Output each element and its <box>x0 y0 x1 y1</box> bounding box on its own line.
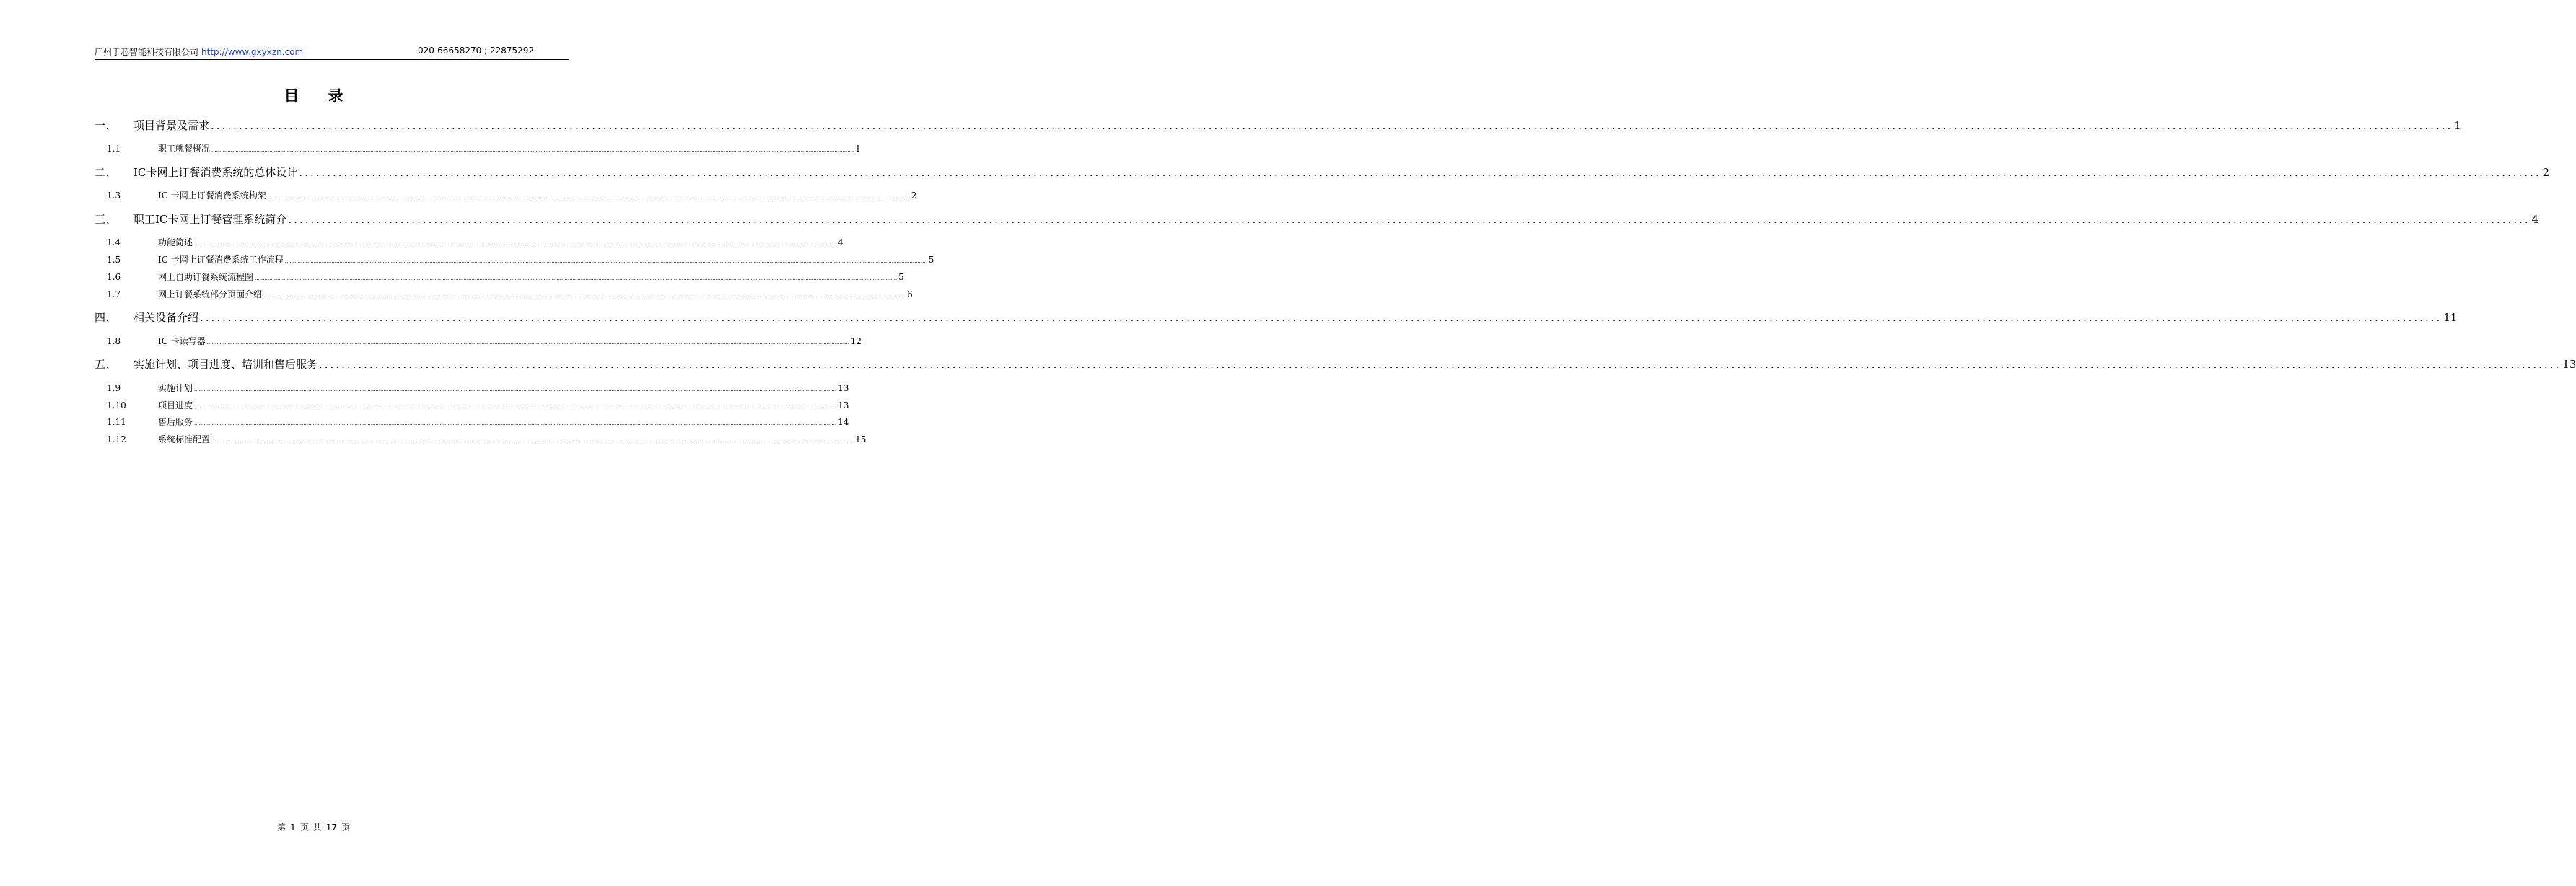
toc-entry-number: 1.4 <box>107 237 121 247</box>
toc-entry-title: 项目进度 <box>158 400 193 411</box>
toc-entry[interactable] <box>107 142 861 155</box>
toc-entry-page: 4 <box>2531 213 2539 226</box>
toc-entry[interactable] <box>95 310 2458 325</box>
toc-dot-leader: ................................................................................................................................................................................................................................................................................................................................................................................................................ <box>263 293 906 299</box>
toc-entry[interactable] <box>107 189 917 202</box>
toc-entry[interactable] <box>107 236 844 249</box>
toc-dot-leader: ................................................................................................................................................................................................................................................................................................................................................................................................................ <box>206 340 849 346</box>
toc-entry[interactable] <box>107 288 913 301</box>
footer-gong: 共 <box>312 823 322 833</box>
toc-entry-title: 职工IC卡网上订餐管理系统简介 <box>133 213 287 226</box>
toc-entry-page: 13 <box>838 383 849 393</box>
toc-entry[interactable] <box>107 382 849 395</box>
toc-dot-leader: ................................................................................................................................................................................................................................................................................................................................................................................................................ <box>267 194 910 200</box>
toc-entry[interactable] <box>95 356 2576 372</box>
footer-page-number: 1 <box>290 823 296 833</box>
toc-dot-leader: ................................................................................................................................................................................................................................................................................................................................................................................................................ <box>200 311 2443 324</box>
toc-entry-number: 四、 <box>95 311 117 324</box>
toc-entry-title: 功能简述 <box>158 237 193 247</box>
toc-entry-title: 实施计划、项目进度、培训和售后服务 <box>133 358 318 371</box>
toc-dot-leader: ................................................................................................................................................................................................................................................................................................................................................................................................................ <box>194 404 837 410</box>
toc-entry-page: 4 <box>838 237 844 247</box>
toc-dot-leader: ................................................................................................................................................................................................................................................................................................................................................................................................................ <box>255 276 898 281</box>
toc-entry-page: 5 <box>898 272 904 282</box>
toc-dot-leader: ................................................................................................................................................................................................................................................................................................................................................................................................................ <box>284 258 927 264</box>
toc-entry-number: 1.11 <box>107 417 126 427</box>
toc-entry-number: 1.6 <box>107 272 121 282</box>
toc-entry-page: 2 <box>2542 166 2550 179</box>
page-header <box>95 45 569 60</box>
footer-total-pages: 17 <box>325 823 337 833</box>
toc-entry-page: 15 <box>855 434 867 444</box>
toc-entry-number: 一、 <box>95 119 117 132</box>
toc-dot-leader: ................................................................................................................................................................................................................................................................................................................................................................................................................ <box>211 438 854 444</box>
toc-dot-leader: ................................................................................................................................................................................................................................................................................................................................................................................................................ <box>288 213 2531 226</box>
toc-entry-number: 1.8 <box>107 336 121 346</box>
header-company <box>95 45 303 58</box>
toc-entry-page: 13 <box>2562 358 2576 371</box>
toc-entry-page: 12 <box>850 336 862 346</box>
toc-entry-title: 项目背景及需求 <box>133 119 210 132</box>
toc-entry-title: IC 卡网上订餐消费系统工作流程 <box>158 255 284 265</box>
toc-entry-number: 1.3 <box>107 190 121 201</box>
toc-entry[interactable] <box>107 335 862 348</box>
toc-entry-title: IC 卡网上订餐消费系统构架 <box>158 190 266 201</box>
toc-title-char-2: 录 <box>328 87 343 105</box>
toc-dot-leader: ................................................................................................................................................................................................................................................................................................................................................................................................................ <box>194 387 837 392</box>
toc-entry[interactable] <box>95 211 2539 227</box>
toc-entry-title: 系统标准配置 <box>158 434 211 444</box>
header-phone: 020-66658270 ; 22875292 <box>417 45 534 56</box>
toc-entry-number: 五、 <box>95 358 117 371</box>
toc-entry-title: IC卡网上订餐消费系统的总体设计 <box>133 166 298 179</box>
toc-dot-leader: ................................................................................................................................................................................................................................................................................................................................................................................................................ <box>211 119 2453 132</box>
company-url-link[interactable]: http://www.gxyxzn.com <box>201 47 304 57</box>
toc-entry-page: 6 <box>907 289 913 299</box>
toc-dot-leader: ................................................................................................................................................................................................................................................................................................................................................................................................................ <box>319 358 2562 371</box>
toc-entry-page: 5 <box>928 255 934 265</box>
page-footer <box>0 821 627 833</box>
toc-dot-leader: ................................................................................................................................................................................................................................................................................................................................................................................................................ <box>194 421 837 426</box>
toc-dot-leader: ................................................................................................................................................................................................................................................................................................................................................................................................................ <box>194 241 837 247</box>
toc-entry-title: 职工就餐概况 <box>158 144 211 154</box>
toc-entry[interactable] <box>107 399 849 412</box>
toc-entry-page: 11 <box>2443 311 2458 324</box>
toc-title <box>0 84 627 106</box>
toc-entry-number: 1.7 <box>107 289 121 299</box>
toc-title-char-1: 目 <box>284 87 299 105</box>
toc-entry-page: 1 <box>2454 119 2461 132</box>
toc-entry-page: 13 <box>838 400 849 411</box>
toc-entry[interactable] <box>107 271 904 284</box>
toc-entry-title: 售后服务 <box>158 417 193 427</box>
toc-entry[interactable] <box>95 118 2461 133</box>
toc-entry-page: 1 <box>855 144 861 154</box>
toc-entry-number: 三、 <box>95 213 117 226</box>
toc-dot-leader: ................................................................................................................................................................................................................................................................................................................................................................................................................ <box>211 147 854 153</box>
toc-entry-title: 网上订餐系统部分页面介绍 <box>158 289 263 299</box>
toc-entry[interactable] <box>107 416 849 429</box>
toc-entry-page: 2 <box>911 190 917 201</box>
toc-entry-number: 1.10 <box>107 400 126 411</box>
toc-entry[interactable] <box>95 165 2550 180</box>
footer-di: 第 <box>277 823 286 833</box>
toc-entry-number: 1.9 <box>107 383 121 393</box>
toc-entry[interactable] <box>107 253 934 266</box>
toc-entry-title: 相关设备介绍 <box>133 311 199 324</box>
toc-entry-title: 网上自助订餐系统流程图 <box>158 272 254 282</box>
toc-entry-number: 二、 <box>95 166 117 179</box>
toc-entry-number: 1.12 <box>107 434 126 444</box>
toc-entry-number: 1.5 <box>107 255 121 265</box>
footer-ye-2: 页 <box>341 823 350 833</box>
toc-entry-title: IC 卡读写器 <box>158 336 206 346</box>
toc-entry[interactable] <box>107 433 867 446</box>
company-name: 广州于芯智能科技有限公司 <box>95 47 199 57</box>
toc-entry-number: 1.1 <box>107 144 121 154</box>
toc-dot-leader: ................................................................................................................................................................................................................................................................................................................................................................................................................ <box>299 166 2541 179</box>
footer-ye: 页 <box>299 823 309 833</box>
toc-entry-page: 14 <box>838 417 849 427</box>
toc-entry-title: 实施计划 <box>158 383 193 393</box>
